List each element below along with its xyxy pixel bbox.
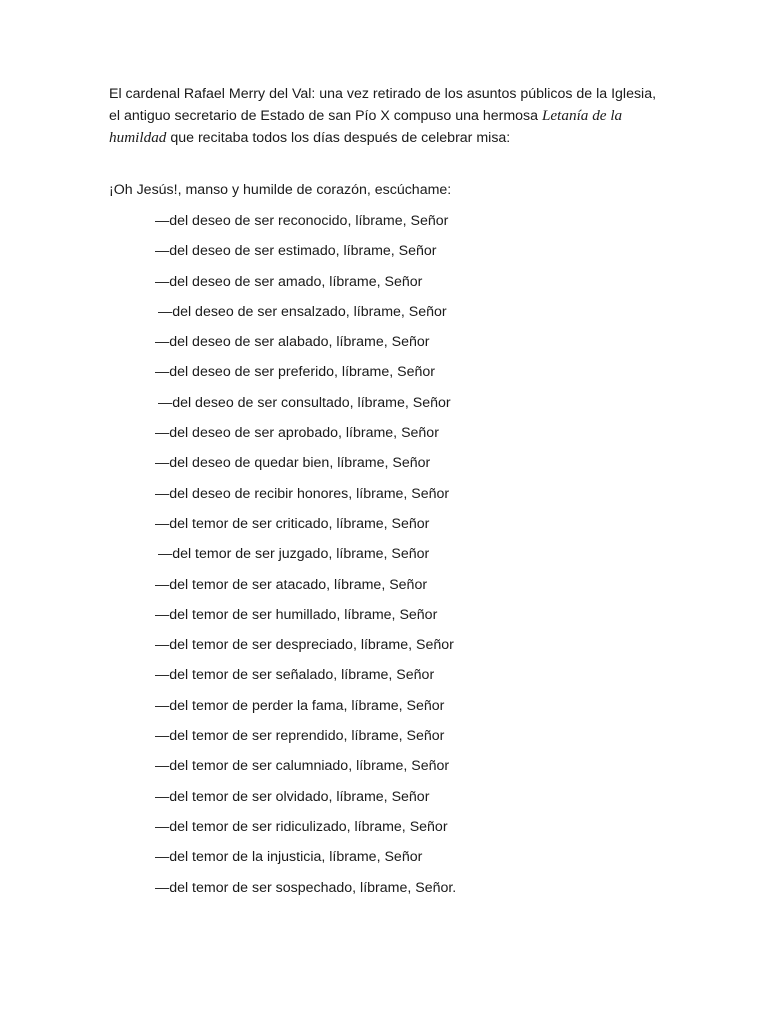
intro-text-end: que recitaba todos los días después de celebrar misa: [166,130,511,146]
litany-item: —del deseo de ser alabado, líbrame, Señor [155,334,430,351]
litany-item: —del temor de ser sospechado, líbrame, Señor. [155,879,457,896]
litany-item: —del temor de ser ridiculizado, líbrame, Señor [155,818,448,835]
litany-title: Letanía de la humildad [109,107,623,146]
litany-item: —del temor de ser reprendido, líbrame, Señor [155,728,445,745]
litany-item: —del deseo de recibir honores, líbrame, Señor [155,485,450,502]
litany-item: —del temor de ser humillado, líbrame, Señor [155,606,438,623]
litany-item: —del temor de ser atacado, líbrame, Señor [155,576,428,593]
litany-item: —del temor de ser despreciado, líbrame, Señor [155,637,454,654]
invocation-line: ¡Oh Jesús!, manso y humilde de corazón, escúchame: [109,182,452,198]
litany-item: —del deseo de ser amado, líbrame, Señor [155,273,423,290]
litany-item: —del temor de ser juzgado, líbrame, Señor [158,546,430,563]
litany-item: —del deseo de ser ensalzado, líbrame, Señor [158,303,447,320]
litany-list [155,211,456,908]
litany-item: —del temor de la injusticia, líbrame, Señor [155,849,423,866]
litany-item: —del temor de ser criticado, líbrame, Señor [155,515,430,532]
litany-item: —del deseo de ser reconocido, líbrame, Señor [155,213,449,229]
intro-text-start: El cardenal Rafael Merry del Val: una vez retirado de los asuntos públicos de la Iglesia, el antiguo secretario de Estado de san Pío X compuso una hermosa [109,86,657,124]
litany-item: —del temor de ser señalado, líbrame, Señor [155,667,435,684]
litany-item: —del deseo de quedar bien, líbrame, Señor [155,455,431,472]
litany-item: —del deseo de ser consultado, líbrame, Señor [158,394,451,411]
litany-item: —del deseo de ser estimado, líbrame, Señor [155,243,437,260]
litany-item: —del temor de ser calumniado, líbrame, Señor [155,758,450,775]
litany-item: —del temor de perder la fama, líbrame, Señor [155,697,445,714]
litany-item: —del deseo de ser aprobado, líbrame, Señor [155,425,439,442]
intro-paragraph [109,84,669,149]
litany-item: —del deseo de ser preferido, líbrame, Señor [155,364,435,381]
litany-item: —del temor de ser olvidado, líbrame, Señor [155,788,430,805]
